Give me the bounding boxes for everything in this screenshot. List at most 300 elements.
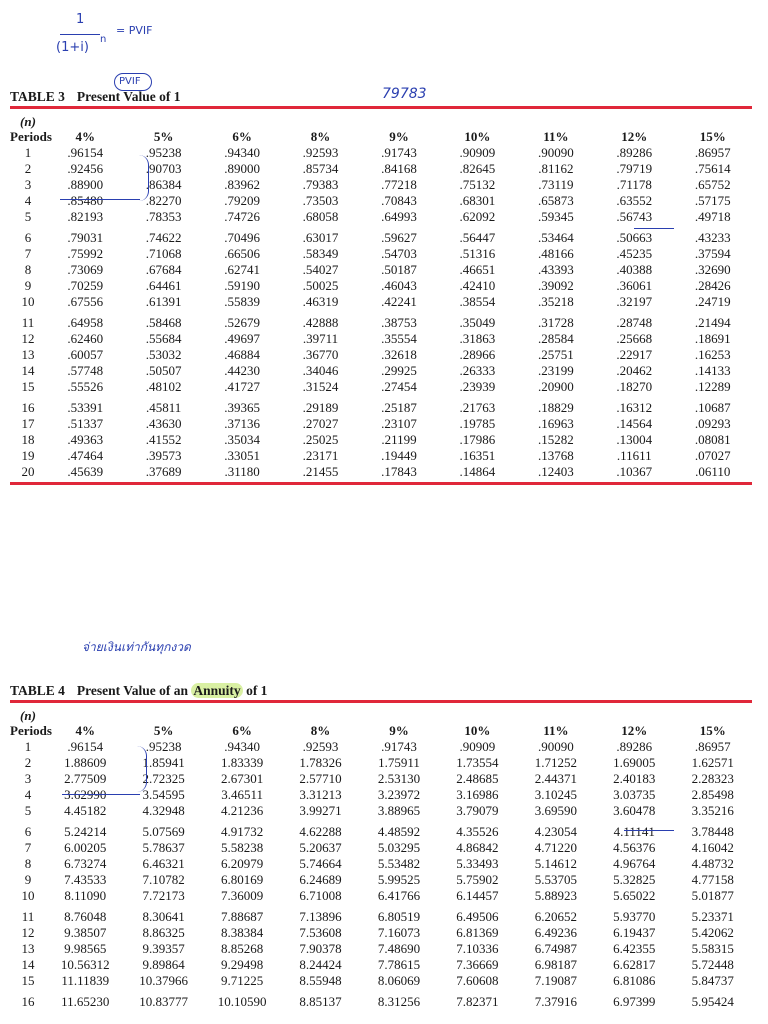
value-cell: .48166 bbox=[537, 246, 574, 261]
value-cell: .10687 bbox=[694, 400, 731, 415]
period-cell: 13 bbox=[21, 347, 35, 362]
value-cell: .81162 bbox=[538, 161, 574, 176]
table3-rate-header: 6% bbox=[232, 129, 252, 144]
table-row bbox=[10, 310, 752, 331]
value-cell: .57175 bbox=[694, 193, 731, 208]
value-cell: .71068 bbox=[145, 246, 182, 261]
value-cell: 4.23054 bbox=[534, 824, 577, 839]
table3-rate-header: 11% bbox=[543, 129, 569, 144]
value-cell: 7.10336 bbox=[456, 941, 499, 956]
value-cell: 6.98187 bbox=[534, 957, 577, 972]
formula-fraction-bar bbox=[60, 34, 100, 35]
value-cell: 2.67301 bbox=[220, 771, 264, 786]
period-cell: 2 bbox=[24, 161, 32, 176]
value-cell: .50187 bbox=[381, 262, 417, 277]
value-cell: 3.99271 bbox=[299, 803, 342, 818]
value-cell: 5.65022 bbox=[613, 888, 656, 903]
value-cell: 6.19437 bbox=[613, 925, 656, 940]
value-cell: .89000 bbox=[224, 161, 260, 176]
table-4-title-pre: Present Value of an bbox=[76, 683, 189, 698]
pen-bracket-table3 bbox=[118, 155, 149, 201]
table4-rate-header: 5% bbox=[153, 723, 174, 738]
value-cell: .25025 bbox=[302, 432, 339, 447]
value-cell: .55839 bbox=[224, 294, 260, 309]
value-cell: 9.38507 bbox=[64, 925, 107, 940]
value-cell: 6.74987 bbox=[534, 941, 577, 956]
value-cell: .31728 bbox=[537, 315, 574, 330]
value-cell: 5.88923 bbox=[534, 888, 577, 903]
value-cell: .91743 bbox=[381, 739, 417, 754]
value-cell: .53464 bbox=[537, 230, 574, 245]
value-cell: 5.07569 bbox=[142, 824, 185, 839]
value-cell: .27027 bbox=[302, 416, 339, 431]
table-row bbox=[10, 379, 752, 395]
value-cell: 7.78615 bbox=[377, 957, 421, 972]
value-cell: .52679 bbox=[224, 315, 260, 330]
value-cell: 8.31256 bbox=[377, 994, 421, 1009]
table-row bbox=[10, 262, 752, 278]
value-cell: .16312 bbox=[616, 400, 653, 415]
value-cell: .24719 bbox=[694, 294, 731, 309]
period-cell: 6 bbox=[24, 824, 32, 839]
value-cell: .39365 bbox=[224, 400, 260, 415]
value-cell: .14864 bbox=[459, 464, 496, 479]
value-cell: 3.03735 bbox=[613, 787, 656, 802]
value-cell: .35049 bbox=[459, 315, 496, 330]
period-cell: 20 bbox=[21, 464, 35, 479]
value-cell: .32618 bbox=[381, 347, 417, 362]
value-cell: 4.32948 bbox=[142, 803, 185, 818]
value-cell: 8.76048 bbox=[64, 909, 107, 924]
pen-underline-table4 bbox=[62, 794, 140, 795]
table-row bbox=[10, 209, 752, 225]
value-cell: .74622 bbox=[145, 230, 182, 245]
value-cell: 3.60478 bbox=[613, 803, 656, 818]
value-cell: .50507 bbox=[145, 363, 182, 378]
value-cell: 1.69005 bbox=[613, 755, 656, 770]
value-cell: 7.60608 bbox=[456, 973, 499, 988]
value-cell: 8.85137 bbox=[299, 994, 342, 1009]
table-row bbox=[10, 739, 752, 755]
value-cell: 4.48592 bbox=[377, 824, 421, 839]
value-cell: .79719 bbox=[616, 161, 653, 176]
value-cell: .60057 bbox=[67, 347, 104, 362]
value-cell: .82270 bbox=[145, 193, 182, 208]
value-cell: .82193 bbox=[67, 209, 104, 224]
value-cell: .95238 bbox=[145, 145, 182, 160]
value-cell: .92593 bbox=[302, 145, 339, 160]
value-cell: .90703 bbox=[145, 161, 182, 176]
value-cell: .43393 bbox=[537, 262, 574, 277]
value-cell: 4.77158 bbox=[691, 872, 734, 887]
formula-numerator: 1 bbox=[76, 12, 85, 27]
value-cell: .18270 bbox=[616, 379, 653, 394]
value-cell: .61391 bbox=[145, 294, 182, 309]
table3-rate-header: 15% bbox=[699, 129, 726, 144]
table4-rate-header: 11% bbox=[543, 723, 569, 738]
period-cell: 8 bbox=[24, 856, 32, 871]
table-row bbox=[10, 432, 752, 448]
value-cell: .17986 bbox=[459, 432, 496, 447]
value-cell: .45811 bbox=[146, 400, 182, 415]
value-cell: .48102 bbox=[145, 379, 182, 394]
value-cell: 2.77509 bbox=[64, 771, 107, 786]
value-cell: .39711 bbox=[302, 331, 339, 346]
value-cell: .12289 bbox=[694, 379, 731, 394]
value-cell: .17843 bbox=[381, 464, 417, 479]
table-4-title-highlight: Annuity bbox=[193, 683, 241, 698]
value-cell: .56743 bbox=[616, 209, 653, 224]
value-cell: .82645 bbox=[459, 161, 496, 176]
table-row bbox=[10, 331, 752, 347]
value-cell: 6.00205 bbox=[64, 840, 107, 855]
table-row bbox=[10, 872, 752, 888]
period-cell: 14 bbox=[21, 957, 35, 972]
period-cell: 17 bbox=[21, 416, 35, 431]
table-row bbox=[10, 840, 752, 856]
value-cell: .40388 bbox=[616, 262, 653, 277]
value-cell: .68301 bbox=[459, 193, 496, 208]
value-cell: 1.71252 bbox=[534, 755, 577, 770]
value-cell: .51337 bbox=[67, 416, 104, 431]
value-cell: 4.62288 bbox=[299, 824, 342, 839]
value-cell: .42410 bbox=[459, 278, 496, 293]
value-cell: .70259 bbox=[67, 278, 104, 293]
value-cell: .21199 bbox=[381, 432, 417, 447]
value-cell: .38554 bbox=[459, 294, 496, 309]
period-cell: 19 bbox=[21, 448, 35, 463]
pvif-tag: PVIF bbox=[119, 76, 141, 87]
value-cell: 6.14457 bbox=[456, 888, 499, 903]
value-cell: 6.24689 bbox=[299, 872, 342, 887]
value-cell: 4.16042 bbox=[691, 840, 734, 855]
value-cell: 3.31213 bbox=[299, 787, 342, 802]
value-cell: 3.46511 bbox=[221, 787, 263, 802]
value-cell: 3.35216 bbox=[691, 803, 734, 818]
value-cell: .65752 bbox=[694, 177, 731, 192]
period-cell: 4 bbox=[24, 787, 32, 802]
period-cell: 15 bbox=[21, 379, 35, 394]
value-cell: .11611 bbox=[616, 448, 652, 463]
value-cell: .31863 bbox=[459, 331, 496, 346]
value-cell: 5.24214 bbox=[64, 824, 107, 839]
value-cell: .65873 bbox=[537, 193, 574, 208]
table-row bbox=[10, 941, 752, 957]
value-cell: 5.53705 bbox=[534, 872, 577, 887]
formula-exponent: n bbox=[100, 34, 107, 45]
period-cell: 10 bbox=[21, 888, 35, 903]
value-cell: .62741 bbox=[224, 262, 260, 277]
value-cell: 5.01877 bbox=[691, 888, 734, 903]
value-cell: .91743 bbox=[381, 145, 417, 160]
value-cell: .46884 bbox=[224, 347, 260, 362]
value-cell: .57748 bbox=[67, 363, 104, 378]
table-3 bbox=[10, 88, 752, 485]
value-cell: 4.96764 bbox=[613, 856, 656, 871]
period-cell: 11 bbox=[21, 909, 35, 924]
value-cell: 3.88965 bbox=[377, 803, 421, 818]
value-cell: .19785 bbox=[459, 416, 496, 431]
value-cell: 1.83339 bbox=[220, 755, 264, 770]
value-cell: .95238 bbox=[145, 739, 182, 754]
value-cell: 5.03295 bbox=[377, 840, 421, 855]
value-cell: .42241 bbox=[381, 294, 417, 309]
value-cell: .75992 bbox=[67, 246, 104, 261]
value-cell: 8.86325 bbox=[142, 925, 185, 940]
value-cell: 5.42062 bbox=[691, 925, 734, 940]
value-cell: .16963 bbox=[537, 416, 574, 431]
value-cell: 4.71220 bbox=[534, 840, 577, 855]
value-cell: .07027 bbox=[694, 448, 731, 463]
value-cell: 1.73554 bbox=[456, 755, 499, 770]
table-3-top-rule bbox=[10, 106, 752, 109]
value-cell: .64461 bbox=[145, 278, 182, 293]
table-3-label: TABLE 3 bbox=[10, 89, 65, 104]
value-cell: .63017 bbox=[302, 230, 339, 245]
value-cell: 4.91732 bbox=[220, 824, 264, 839]
value-cell: 2.40183 bbox=[613, 771, 656, 786]
value-cell: .26333 bbox=[459, 363, 496, 378]
value-cell: .50025 bbox=[302, 278, 339, 293]
value-cell: .09293 bbox=[694, 416, 731, 431]
value-cell: 6.80169 bbox=[220, 872, 264, 887]
table4-rate-header: 6% bbox=[232, 723, 252, 738]
table-3-caption bbox=[10, 88, 752, 106]
pen-underline-table3-col12 bbox=[634, 228, 674, 229]
value-cell: .21455 bbox=[302, 464, 339, 479]
period-cell: 7 bbox=[24, 246, 32, 261]
value-cell: .23199 bbox=[537, 363, 574, 378]
value-cell: 7.10782 bbox=[142, 872, 185, 887]
value-cell: 3.10245 bbox=[534, 787, 577, 802]
value-cell: 2.44371 bbox=[534, 771, 577, 786]
table4-rate-header: 15% bbox=[699, 723, 726, 738]
value-cell: 8.24424 bbox=[299, 957, 342, 972]
value-cell: .41552 bbox=[145, 432, 182, 447]
table-row bbox=[10, 904, 752, 925]
value-cell: .25187 bbox=[381, 400, 417, 415]
value-cell: 7.72173 bbox=[142, 888, 185, 903]
value-cell: .86384 bbox=[145, 177, 182, 192]
value-cell: 3.23972 bbox=[377, 787, 421, 802]
value-cell: .71178 bbox=[616, 177, 652, 192]
value-cell: .90909 bbox=[459, 739, 496, 754]
period-cell: 2 bbox=[24, 755, 32, 770]
value-cell: 2.57710 bbox=[299, 771, 342, 786]
period-cell: 5 bbox=[24, 803, 32, 818]
value-cell: .75132 bbox=[459, 177, 496, 192]
value-cell: 5.78637 bbox=[142, 840, 185, 855]
value-cell: 7.19087 bbox=[534, 973, 577, 988]
period-cell: 13 bbox=[21, 941, 35, 956]
table3-rate-header: 5% bbox=[153, 129, 174, 144]
value-cell: 2.72325 bbox=[142, 771, 185, 786]
value-cell: 7.43533 bbox=[64, 872, 107, 887]
value-cell: .96154 bbox=[67, 739, 104, 754]
table3-rate-header: 8% bbox=[310, 129, 331, 144]
value-cell: .63552 bbox=[616, 193, 653, 208]
value-cell: 2.85498 bbox=[691, 787, 734, 802]
value-cell: .36061 bbox=[616, 278, 653, 293]
value-cell: .46043 bbox=[381, 278, 417, 293]
value-cell: .68058 bbox=[302, 209, 339, 224]
value-cell: 6.41766 bbox=[377, 888, 421, 903]
period-cell: 8 bbox=[24, 262, 32, 277]
value-cell: 8.38384 bbox=[220, 925, 264, 940]
table-4-grid bbox=[10, 708, 752, 1010]
value-cell: .34046 bbox=[302, 363, 339, 378]
value-cell: .67556 bbox=[67, 294, 104, 309]
table-row bbox=[10, 787, 752, 803]
period-cell: 6 bbox=[24, 230, 32, 245]
value-cell: .90090 bbox=[537, 739, 574, 754]
table-4 bbox=[10, 682, 752, 1010]
value-cell: 7.88687 bbox=[220, 909, 264, 924]
period-cell: 7 bbox=[24, 840, 32, 855]
value-cell: 3.62990 bbox=[64, 787, 107, 802]
value-cell: 4.11141 bbox=[613, 824, 655, 839]
value-cell: .79383 bbox=[302, 177, 339, 192]
formula-denominator: (1+i) bbox=[56, 40, 89, 55]
value-cell: 3.16986 bbox=[456, 787, 499, 802]
period-cell: 9 bbox=[24, 278, 32, 293]
value-cell: 2.48685 bbox=[456, 771, 499, 786]
value-cell: .89286 bbox=[616, 145, 653, 160]
value-cell: 5.95424 bbox=[691, 994, 734, 1009]
period-cell: 3 bbox=[24, 177, 32, 192]
value-cell: .16351 bbox=[459, 448, 496, 463]
handwritten-number-note: 79783 bbox=[382, 86, 427, 102]
value-cell: 6.49236 bbox=[534, 925, 577, 940]
value-cell: .23107 bbox=[381, 416, 417, 431]
value-cell: 5.32825 bbox=[613, 872, 656, 887]
value-cell: 5.58238 bbox=[220, 840, 264, 855]
value-cell: .64993 bbox=[381, 209, 417, 224]
value-cell: .23171 bbox=[302, 448, 339, 463]
value-cell: .85734 bbox=[302, 161, 339, 176]
value-cell: 6.49506 bbox=[456, 909, 499, 924]
value-cell: .29925 bbox=[381, 363, 417, 378]
value-cell: 6.73274 bbox=[64, 856, 107, 871]
value-cell: 8.55948 bbox=[299, 973, 342, 988]
table-row bbox=[10, 347, 752, 363]
value-cell: .43233 bbox=[694, 230, 731, 245]
table-row bbox=[10, 771, 752, 787]
value-cell: .54027 bbox=[302, 262, 339, 277]
pen-underline-table4-col12 bbox=[624, 830, 674, 831]
value-cell: .94340 bbox=[224, 145, 260, 160]
value-cell: .73069 bbox=[67, 262, 104, 277]
value-cell: .59627 bbox=[381, 230, 417, 245]
table-row bbox=[10, 294, 752, 310]
value-cell: .79209 bbox=[224, 193, 260, 208]
value-cell: .86957 bbox=[694, 739, 731, 754]
value-cell: .25668 bbox=[616, 331, 653, 346]
value-cell: .42888 bbox=[302, 315, 339, 330]
value-cell: 6.62817 bbox=[613, 957, 656, 972]
value-cell: .28426 bbox=[694, 278, 731, 293]
value-cell: .13004 bbox=[616, 432, 653, 447]
value-cell: .23939 bbox=[459, 379, 496, 394]
value-cell: 10.83777 bbox=[139, 994, 189, 1009]
value-cell: .83962 bbox=[224, 177, 260, 192]
value-cell: .45235 bbox=[616, 246, 653, 261]
value-cell: 5.23371 bbox=[691, 909, 734, 924]
value-cell: 5.58315 bbox=[691, 941, 734, 956]
period-cell: 12 bbox=[21, 331, 35, 346]
value-cell: .73119 bbox=[538, 177, 574, 192]
value-cell: .32197 bbox=[616, 294, 653, 309]
value-cell: .13768 bbox=[537, 448, 574, 463]
value-cell: .92456 bbox=[67, 161, 104, 176]
value-cell: .12403 bbox=[537, 464, 574, 479]
value-cell: 7.37916 bbox=[534, 994, 577, 1009]
value-cell: .50663 bbox=[616, 230, 653, 245]
value-cell: 9.29498 bbox=[220, 957, 264, 972]
table-4-n-label: (n) bbox=[20, 708, 36, 723]
value-cell: .84168 bbox=[381, 161, 417, 176]
value-cell: 4.86842 bbox=[456, 840, 499, 855]
value-cell: .55526 bbox=[67, 379, 104, 394]
value-cell: .37689 bbox=[145, 464, 182, 479]
value-cell: 11.11839 bbox=[61, 973, 110, 988]
value-cell: .06110 bbox=[695, 464, 731, 479]
value-cell: .28748 bbox=[616, 315, 653, 330]
value-cell: 4.56376 bbox=[613, 840, 656, 855]
table-3-n-label: (n) bbox=[20, 114, 36, 129]
value-cell: .58349 bbox=[302, 246, 339, 261]
table4-rate-header: 9% bbox=[389, 723, 409, 738]
value-cell: .27454 bbox=[381, 379, 417, 394]
period-cell: 4 bbox=[24, 193, 32, 208]
value-cell: 5.99525 bbox=[377, 872, 421, 887]
value-cell: .37136 bbox=[224, 416, 260, 431]
value-cell: .33051 bbox=[224, 448, 260, 463]
value-cell: 9.71225 bbox=[220, 973, 264, 988]
value-cell: .88900 bbox=[67, 177, 104, 192]
table4-rate-header: 8% bbox=[310, 723, 331, 738]
value-cell: .85480 bbox=[67, 193, 104, 208]
value-cell: .41727 bbox=[224, 379, 260, 394]
period-cell: 3 bbox=[24, 771, 32, 786]
value-cell: .14133 bbox=[694, 363, 731, 378]
value-cell: .38753 bbox=[381, 315, 417, 330]
value-cell: .62460 bbox=[67, 331, 104, 346]
value-cell: .28584 bbox=[537, 331, 574, 346]
value-cell: 5.20637 bbox=[299, 840, 342, 855]
value-cell: .31524 bbox=[302, 379, 339, 394]
value-cell: .70496 bbox=[224, 230, 260, 245]
period-cell: 11 bbox=[21, 315, 35, 330]
table-row bbox=[10, 888, 752, 904]
value-cell: 7.53608 bbox=[299, 925, 342, 940]
value-cell: .28966 bbox=[459, 347, 496, 362]
value-cell: .20900 bbox=[537, 379, 574, 394]
formula-equals-pvif: = PVIF bbox=[116, 24, 153, 37]
value-cell: 1.78326 bbox=[299, 755, 342, 770]
value-cell: .39092 bbox=[537, 278, 574, 293]
value-cell: .94340 bbox=[224, 739, 260, 754]
table-row bbox=[10, 448, 752, 464]
table-row bbox=[10, 803, 752, 819]
value-cell: .35554 bbox=[381, 331, 417, 346]
period-cell: 16 bbox=[21, 400, 35, 415]
table4-rate-header: 12% bbox=[621, 723, 648, 738]
table-4-caption bbox=[10, 682, 752, 700]
value-cell: .66506 bbox=[224, 246, 260, 261]
value-cell: .56447 bbox=[459, 230, 496, 245]
value-cell: 10.37966 bbox=[139, 973, 189, 988]
